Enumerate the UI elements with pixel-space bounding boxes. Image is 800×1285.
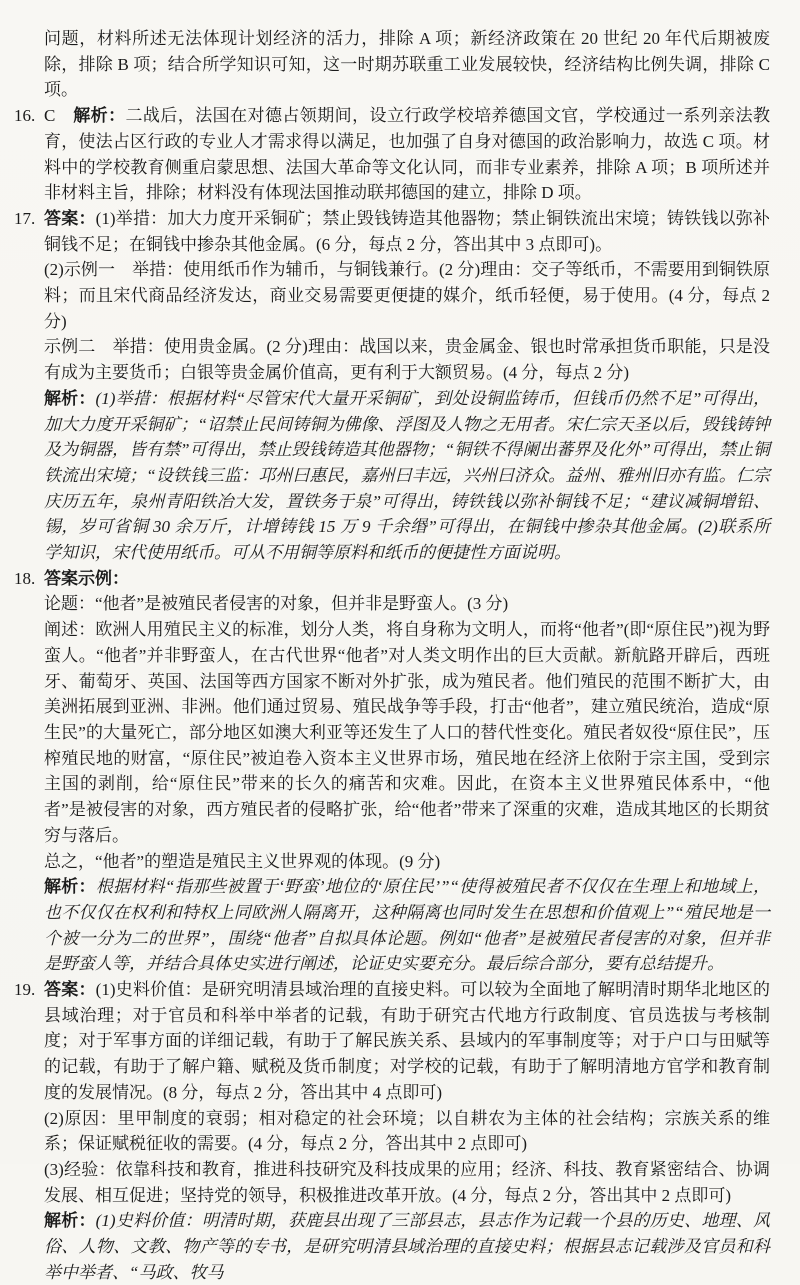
text-segment: 问题，材料所述无法体现计划经济的活力，排除 A 项；新经济政策在 20 世纪 20 年代后期被废除，排除 B 项；结合所学知识可知，这一时期苏联重工业发展较快，经济结构比例失调，排除 C 项。 [44,29,770,100]
section-label: 答案： [44,208,96,228]
answer-item-18 [14,566,770,977]
answer-paragraph [44,849,770,875]
answer-paragraph [44,26,770,103]
text-segment: 二战后，法国在对德占领期间，设立行政学校培养德国文官，学校通过一系列亲法教育，使法占区行政的专业人才需求得以满足，也加强了自身对德国的政治影响力，故选 C 项。材料中的学校教育侧重启蒙思想、法国大革命等文化认同，而非专业素养，排除 A 项；B 项所述并非材料主旨，排除；材料没有体现法国推动联邦德国的建立，排除 D 项。 [44,106,771,203]
text-segment: 示例二 举措：使用贵金属。(2 分)理由：战国以来，贵金属金、银也时常承担货币职能，只是没有成为主要货币；白银等贵金属价值高，更有利于大额贸易。(4 分，每点 2 分) [44,337,770,383]
analysis-paragraph [44,1208,770,1285]
answer-paragraph [44,206,770,257]
answer-paragraph [44,103,770,206]
section-label: 解析： [73,106,126,126]
section-label: 答案： [44,980,96,1000]
question-number: 17. [14,208,36,228]
text-segment: 阐述：欧洲人用殖民主义的标准，划分人类，将自身称为文明人，而将“他者”(即“原住民”)视为野蛮人。“他者”并非野蛮人，在古代世界“他者”对人类文明作出的巨大贡献。新航路开辟后，西班牙、葡萄牙、英国、法国等西方国家不断对外扩张，成为殖民者。他们殖民的范围不断扩大，由美洲拓展到亚洲、非洲。他们通过贸易、殖民战争等手段，打击“他者”，建立殖民统治，造成“原生民”的大量死亡，部分地区如澳大利亚等还发生了人口的替代性变化。殖民者奴役“原住民”，压榨殖民地的财富，“原住民”被迫卷入资本主义世界市场，殖民地在经济上依附于宗主国，受到宗主国的剥削，给“原住民”带来的长久的痛苦和灾难。因此，在资本主义世界殖民体系中，“他者”是被侵害的对象，西方殖民者的侵略扩张，给“他者”带来了深重的灾难，造成其地区的长期贫穷与落后。 [44,620,770,845]
question-number: 18. [14,568,36,588]
section-label: 答案示例： [44,568,129,588]
text-segment: 根据材料“指那些被置于‘野蛮’地位的‘原住民’”“使得被殖民者不仅仅在生理上和地域上，也不仅仅在权利和特权上同欧洲人隔离开，这种隔离也同时发生在思想和价值观上”“殖民地是一个被一分为二的世界”，围绕“他者”自拟具体论题。例如“他者”是被殖民者侵害的对象，但并非是野蛮人等，并结合具体史实进行阐述，论证史实要充分。最后综合部分，要有总结提升。 [44,877,770,974]
text-segment: (1)史料价值：是研究明清县域治理的直接史料。可以较为全面地了解明清时期华北地区的县域治理；对于官员和科举中举者的记载，有助于研究古代地方行政制度、官员选拔与考核制度；对于军事方面的详细记载，有助于了解民族关系、县域内的军事制度等；对于户口与田赋等的记载，有助于了解户籍、赋税及货币制度；对学校的记载，有助于了解明清地方官学和教育制度的发展情况。(8 分，每点 2 分，答出其中 4 点即可) [44,980,770,1102]
question-number: 16. [14,106,36,126]
question-number: 19. [14,980,36,1000]
text-segment: (1)史料价值：明清时期，获鹿县出现了三部县志，县志作为记载一个县的历史、地理、风俗、人物、文教、物产等的专书，是研究明清县域治理的直接史料；根据县志记载涉及官员和科举中举者、“马政、牧马 [44,1211,770,1282]
answer-paragraph [44,1157,770,1208]
answer-key-content [14,26,771,1285]
answer-paragraph [44,977,770,1106]
section-label: 解析： [44,877,96,897]
answer-paragraph [44,591,770,617]
text-segment: 总之，“他者”的塑造是殖民主义世界观的体现。(9 分) [44,851,441,871]
answer-item-16 [14,103,771,206]
answer-paragraph [44,334,770,385]
section-label: 解析： [44,1211,96,1231]
answer-item-19 [14,977,770,1285]
text-segment: (1)举措：加大力度开采铜矿；禁止毁钱铸造其他器物；禁止铜铁流出宋境；铸铁钱以弥补铜钱不足；在铜钱中掺杂其他金属。(6 分，每点 2 分，答出其中 3 点即可)。 [44,208,770,254]
text-segment: (1)举措：根据材料“尽管宋代大量开采铜矿，到处设铜监铸币，但钱币仍然不足”可得出，加大力度开采铜矿；“诏禁止民间铸铜为佛像、浮图及人物之无用者。宋仁宗天圣以后，毁钱铸钟及为铜器，皆有禁”可得出，禁止毁钱铸造其他器物；“铜铁不得阑出蕃界及化外”可得出，禁止铜铁流出宋境；“设铁钱三监：邛州曰惠民，嘉州曰丰远，兴州曰济众。益州、雅州旧亦有监。仁宗庆历五年，泉州青阳铁冶大发，置铁务于泉”可得出，铸铁钱以弥补铜钱不足；“建议减铜增铅、锡，岁可省铜 30 余万斤，计增铸钱 15 万 9 千余缗”可得出，在铜钱中掺杂其他金属。(2)联系所学知识，宋代使用纸币。可从不用铜等原料和纸币的便捷性方面说明。 [44,388,771,563]
answer-paragraph [44,617,770,848]
answer-paragraph [44,257,770,334]
answer-item-17 [14,206,771,566]
text-segment: (2)原因：里甲制度的衰弱；相对稳定的社会环境；以自耕农为主体的社会结构；宗族关系的维系；保证赋税征收的需要。(4 分，每点 2 分，答出其中 2 点即可) [44,1108,770,1154]
text-segment: C [44,106,74,126]
section-label: 解析： [44,388,96,408]
answer-paragraph [44,1106,770,1157]
answer-paragraph [44,566,770,592]
text-segment: (3)经验：依靠科技和教育，推进科技研究及科技成果的应用；经济、科技、教育紧密结合、协调发展、相互促进；坚持党的领导，积极推进改革开放。(4 分，每点 2 分，答出其中 2 点即可) [44,1159,770,1205]
analysis-paragraph [44,874,770,977]
analysis-paragraph [44,386,770,566]
paragraph-continuation [44,26,770,103]
text-segment: 论题：“他者”是被殖民者侵害的对象，但并非是野蛮人。(3 分) [44,594,509,614]
text-segment: (2)示例一 举措：使用纸币作为辅币，与铜钱兼行。(2 分)理由：交子等纸币，不需要用到铜铁原料；而且宋代商品经济发达，商业交易需要更便捷的媒介，纸币轻便，易于使用。(4 分，每点 2 分) [44,260,770,331]
